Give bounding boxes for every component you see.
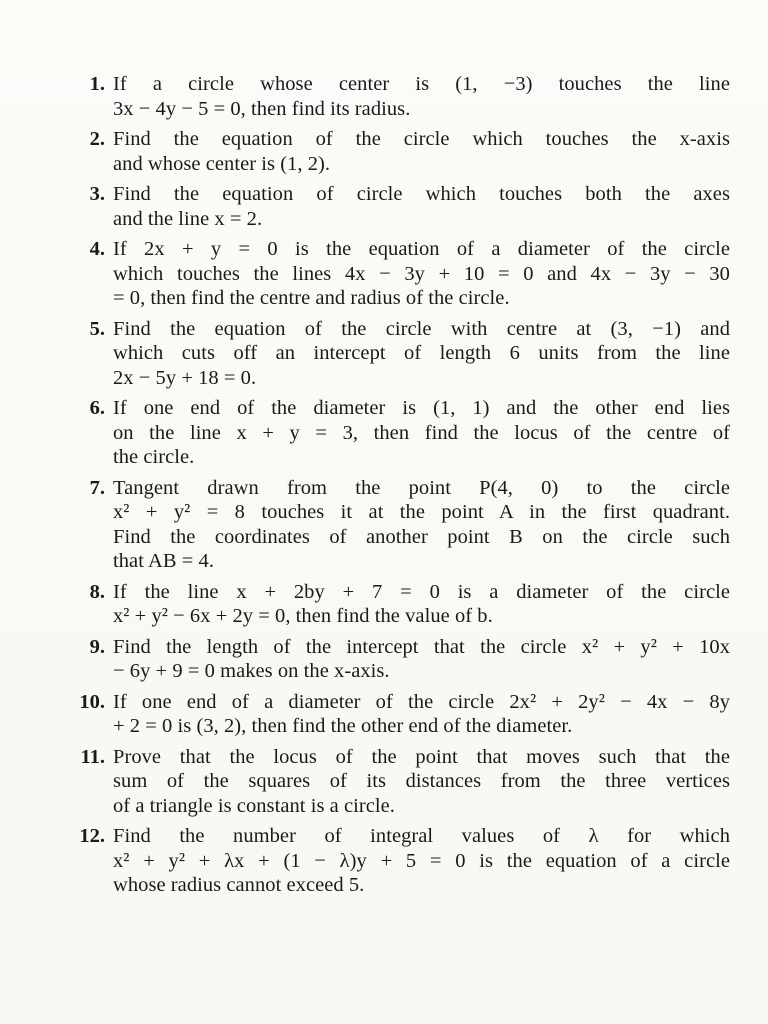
- problem-line: Find the equation of the circle with centre at (3, −1) and: [113, 317, 730, 340]
- problem-line: and whose center is (1, 2).: [113, 152, 331, 175]
- problem-line: that AB = 4.: [113, 550, 214, 572]
- problem-text: [113, 745, 730, 819]
- problem-line: If one end of a diameter of the circle 2x² + 2y² − 4x − 8y: [113, 690, 730, 713]
- problem-text: [113, 824, 730, 898]
- problem-line: and the line x = 2.: [113, 207, 263, 230]
- problem-text: [113, 476, 730, 574]
- problem-text: [113, 396, 730, 470]
- problem-line: If 2x + y = 0 is the equation of a diameter of the circle: [113, 238, 730, 260]
- problem-line: Find the length of the intercept that the circle x² + y² + 10x: [113, 635, 730, 658]
- problem-5: [70, 317, 730, 391]
- problem-2: [70, 127, 730, 176]
- problem-number: 8.: [89, 580, 105, 603]
- problem-line: which touches the lines 4x − 3y + 10 = 0 and 4x − 3y − 30: [113, 262, 730, 285]
- problem-line: the circle.: [113, 446, 195, 468]
- problem-11: [70, 745, 730, 819]
- problem-number: 6.: [89, 397, 105, 419]
- problem-text: [113, 127, 730, 176]
- problem-line: If one end of the diameter is (1, 1) and the other end lies: [113, 397, 730, 419]
- problem-line: Find the equation of circle which touches both the axes: [113, 183, 730, 205]
- problem-number: 11.: [80, 745, 105, 768]
- problem-number: 10.: [79, 690, 105, 713]
- problem-12: [70, 824, 730, 898]
- problem-line: − 6y + 9 = 0 makes on the x-axis.: [113, 660, 390, 682]
- problem-line: + 2 = 0 is (3, 2), then find the other end of the diameter.: [113, 715, 573, 737]
- problem-line: If a circle whose center is (1, −3) touches the line: [113, 73, 730, 95]
- problem-number: 1.: [89, 73, 105, 95]
- problem-line: 2x − 5y + 18 = 0.: [113, 366, 257, 389]
- problem-line: Prove that the locus of the point that moves such that the: [113, 745, 730, 768]
- problem-line: Tangent drawn from the point P(4, 0) to the circle: [113, 476, 730, 499]
- problem-text: [113, 317, 730, 391]
- problem-number: 2.: [89, 128, 105, 150]
- problem-text: [113, 182, 730, 231]
- problem-text: [113, 635, 730, 684]
- problem-9: [70, 635, 730, 684]
- problem-10: [70, 690, 730, 739]
- problem-text: [113, 237, 730, 311]
- problem-number: 4.: [89, 238, 105, 260]
- problem-3: [70, 182, 730, 231]
- problem-line: x² + y² − 6x + 2y = 0, then find the value of b.: [113, 605, 493, 627]
- problem-number: 12.: [79, 825, 105, 847]
- problem-line: Find the equation of the circle which touches the x-axis: [113, 128, 730, 150]
- problem-number: 7.: [89, 476, 105, 499]
- problem-number: 9.: [89, 635, 105, 658]
- problem-line: = 0, then find the centre and radius of the circle.: [113, 287, 510, 309]
- problem-line: whose radius cannot exceed 5.: [113, 874, 365, 896]
- problem-text: [113, 580, 730, 629]
- problem-text: [113, 690, 730, 739]
- problem-line: on the line x + y = 3, then find the locus of the centre of: [113, 421, 730, 444]
- problem-7: [70, 476, 730, 574]
- problem-1: [70, 72, 730, 121]
- problem-line: of a triangle is constant is a circle.: [113, 794, 395, 817]
- problem-line: Find the number of integral values of λ for which: [113, 825, 730, 847]
- problem-8: [70, 580, 730, 629]
- problem-line: Find the coordinates of another point B on the circle such: [113, 525, 730, 548]
- problem-4: [70, 237, 730, 311]
- problem-list: [70, 72, 730, 904]
- problem-text: [113, 72, 730, 121]
- problem-line: x² + y² = 8 touches it at the point A in the first quadrant.: [113, 501, 730, 523]
- problem-6: [70, 396, 730, 470]
- problem-line: x² + y² + λx + (1 − λ)y + 5 = 0 is the equation of a circle: [113, 849, 730, 872]
- problem-number: 5.: [89, 317, 105, 340]
- problem-line: which cuts off an intercept of length 6 units from the line: [113, 342, 730, 364]
- problem-line: If the line x + 2by + 7 = 0 is a diameter of the circle: [113, 580, 730, 603]
- problem-line: sum of the squares of its distances from the three vertices: [113, 770, 730, 792]
- problem-line: 3x − 4y − 5 = 0, then find its radius.: [113, 97, 411, 120]
- problem-number: 3.: [89, 183, 105, 205]
